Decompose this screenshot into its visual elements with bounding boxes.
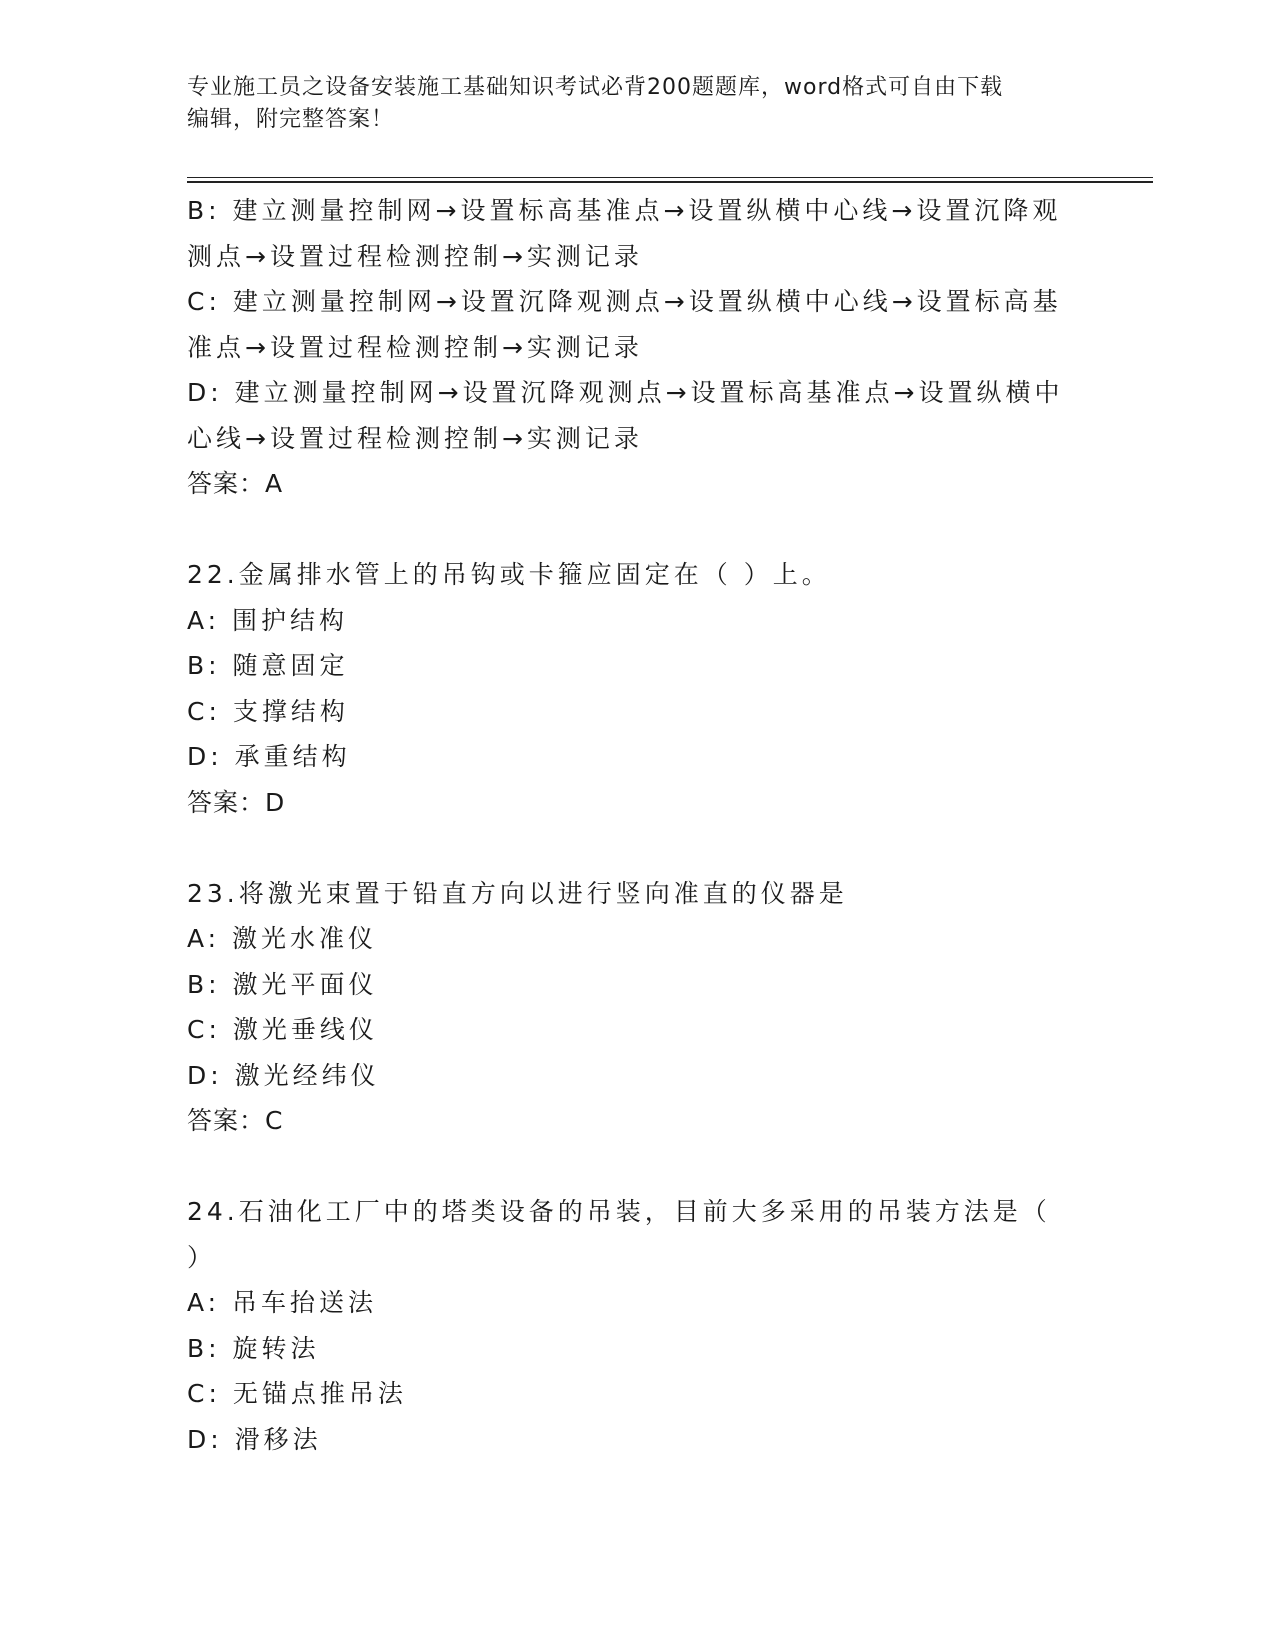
question-22-option-a: A: 围护结构 bbox=[187, 605, 349, 635]
question-22-option-d: D: 承重结构 bbox=[187, 742, 351, 771]
spacer bbox=[187, 825, 1087, 871]
question-22-option-b: B: 随意固定 bbox=[187, 651, 349, 680]
header-divider-thin bbox=[187, 177, 1153, 178]
question-23 bbox=[187, 871, 1087, 1144]
option-c-line-2: 准点→设置过程检测控制→实测记录 bbox=[187, 332, 643, 362]
option-c-line-1: C: 建立测量控制网→设置沉降观测点→设置纵横中心线→设置标高基 bbox=[187, 287, 1062, 316]
answer-23: 答案：C bbox=[187, 1106, 284, 1135]
option-d-line-1: D: 建立测量控制网→设置沉降观测点→设置标高基准点→设置纵横中 bbox=[187, 378, 1064, 407]
question-24-option-b: B: 旋转法 bbox=[187, 1333, 320, 1363]
question-24-text-line-1: 24.石油化工厂中的塔类设备的吊装，目前大多采用的吊装方法是（ bbox=[187, 1197, 1051, 1226]
document-header bbox=[187, 72, 1067, 136]
header-divider-thick bbox=[187, 181, 1153, 183]
question-24-text-line-2: ） bbox=[187, 1242, 217, 1272]
header-title-line-2: 编辑，附完整答案！ bbox=[187, 107, 395, 132]
question-list bbox=[187, 188, 1087, 1462]
question-21-continued bbox=[187, 188, 1087, 507]
question-22-option-c: C: 支撑结构 bbox=[187, 696, 349, 726]
answer-22: 答案：D bbox=[187, 787, 286, 817]
option-b-line-2: 测点→设置过程检测控制→实测记录 bbox=[187, 241, 643, 271]
question-22 bbox=[187, 552, 1087, 825]
answer-21: 答案：A bbox=[187, 469, 284, 498]
spacer bbox=[187, 507, 1087, 553]
question-23-option-c: C: 激光垂线仪 bbox=[187, 1015, 378, 1044]
header-title-line-1: 专业施工员之设备安装施工基础知识考试必背200题题库，word格式可自由下载 bbox=[187, 75, 1004, 100]
question-24-option-a: A: 吊车抬送法 bbox=[187, 1288, 378, 1317]
question-22-text: 22.金属排水管上的吊钩或卡箍应固定在（ ）上。 bbox=[187, 560, 831, 589]
question-24-option-d: D: 滑移法 bbox=[187, 1424, 322, 1454]
spacer bbox=[187, 1144, 1087, 1190]
question-24-option-c: C: 无锚点推吊法 bbox=[187, 1379, 407, 1408]
question-23-text: 23.将激光束置于铅直方向以进行竖向准直的仪器是 bbox=[187, 878, 848, 908]
question-23-option-b: B: 激光平面仪 bbox=[187, 969, 378, 999]
option-b-line-1: B: 建立测量控制网→设置标高基准点→设置纵横中心线→设置沉降观 bbox=[187, 196, 1062, 225]
question-23-option-d: D: 激光经纬仪 bbox=[187, 1060, 380, 1090]
option-d-line-2: 心线→设置过程检测控制→实测记录 bbox=[187, 423, 643, 453]
question-23-option-a: A: 激光水准仪 bbox=[187, 924, 378, 953]
question-24 bbox=[187, 1189, 1087, 1462]
